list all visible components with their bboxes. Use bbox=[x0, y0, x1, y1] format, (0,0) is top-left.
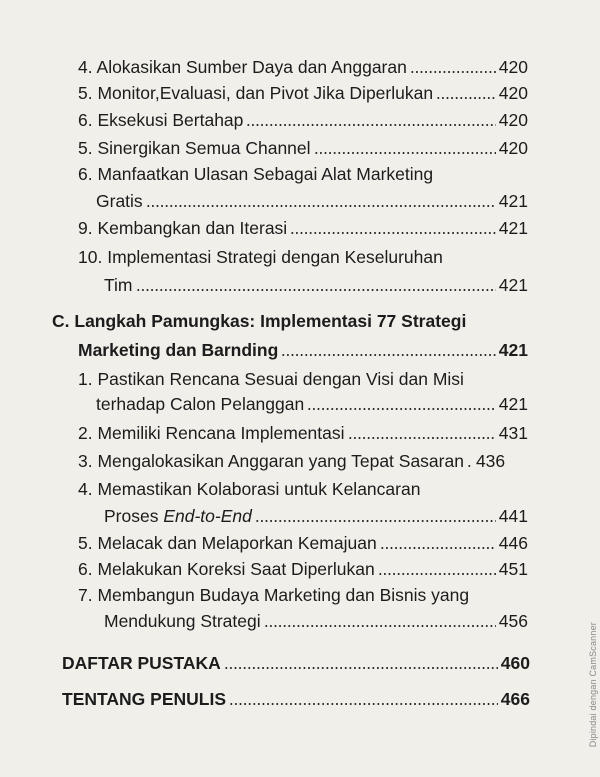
section-heading: C. Langkah Pamungkas: Implementasi 77 Strategi bbox=[52, 311, 467, 331]
toc-item-continuation: terhadap Calon Pelanggan 421 bbox=[96, 394, 528, 414]
page-number: 421 bbox=[498, 218, 528, 238]
toc-item-continuation: Tim 421 bbox=[104, 275, 528, 295]
page-number: 431 bbox=[498, 423, 528, 443]
page-number: 436 bbox=[475, 451, 506, 471]
page-number: 466 bbox=[500, 689, 530, 709]
page-number: 420 bbox=[498, 57, 528, 77]
page-number: 421 bbox=[498, 275, 528, 295]
toc-item: 4. Alokasikan Sumber Daya dan Anggaran 420 bbox=[78, 57, 528, 77]
toc-item-continuation: Mendukung Strategi 456 bbox=[104, 611, 528, 631]
leader-dots bbox=[136, 289, 496, 291]
toc-item: 6. Melakukan Koreksi Saat Diperlukan 451 bbox=[78, 559, 528, 579]
toc-item: 5. Monitor,Evaluasi, dan Pivot Jika Diperlukan 420 bbox=[78, 83, 528, 103]
page-number: 421 bbox=[498, 394, 528, 414]
section-heading-continuation: Marketing dan Barnding 421 bbox=[78, 340, 528, 360]
page-number: 421 bbox=[498, 340, 528, 360]
leader-dots bbox=[146, 205, 496, 207]
toc-item-continuation: Gratis 421 bbox=[96, 191, 528, 211]
toc-item: 5. Sinergikan Semua Channel 420 bbox=[78, 138, 528, 158]
toc-item: 9. Kembangkan dan Iterasi 421 bbox=[78, 218, 528, 238]
leader-dots bbox=[378, 573, 496, 575]
page-number: 441 bbox=[498, 506, 528, 526]
page-number: 456 bbox=[498, 611, 528, 631]
toc-chapter: TENTANG PENULIS 466 bbox=[62, 689, 530, 709]
toc-item-label: 10. Implementasi Strategi dengan Keseluruhan bbox=[78, 247, 443, 267]
leader-dots bbox=[410, 71, 496, 73]
leader-dots bbox=[229, 703, 498, 705]
toc-item: 2. Memiliki Rencana Implementasi 431 bbox=[78, 423, 528, 443]
page-number: 420 bbox=[498, 138, 528, 158]
leader-dots bbox=[467, 465, 473, 467]
page-number: 446 bbox=[498, 533, 528, 553]
toc-item-label: 6. Manfaatkan Ulasan Sebagai Alat Marketing bbox=[78, 164, 434, 184]
leader-dots bbox=[348, 437, 496, 439]
page-number: 420 bbox=[498, 83, 528, 103]
toc-item-label: 4. Memastikan Kolaborasi untuk Kelancaran bbox=[78, 479, 421, 499]
leader-dots bbox=[281, 354, 496, 356]
toc-chapter: DAFTAR PUSTAKA 460 bbox=[62, 653, 530, 673]
page-number: 420 bbox=[498, 110, 528, 130]
scanner-watermark: Dipindai dengan CamScanner bbox=[588, 621, 598, 747]
toc-item-label: 1. Pastikan Rencana Sesuai dengan Visi dan Misi bbox=[78, 369, 464, 389]
leader-dots bbox=[224, 667, 498, 669]
leader-dots bbox=[307, 408, 496, 410]
page-number: 421 bbox=[498, 191, 528, 211]
leader-dots bbox=[290, 232, 496, 234]
toc-item: 6. Eksekusi Bertahap 420 bbox=[78, 110, 528, 130]
leader-dots bbox=[246, 124, 495, 126]
toc-item: 3. Mengalokasikan Anggaran yang Tepat Sasaran 436 bbox=[78, 451, 506, 471]
leader-dots bbox=[436, 97, 496, 99]
toc-item-label: 7. Membangun Budaya Marketing dan Bisnis yang bbox=[78, 585, 470, 605]
toc-item-continuation: Proses End-to-End 441 bbox=[104, 506, 528, 526]
leader-dots bbox=[264, 625, 496, 627]
leader-dots bbox=[255, 520, 496, 522]
page-number: 460 bbox=[500, 653, 530, 673]
toc-item: 5. Melacak dan Melaporkan Kemajuan 446 bbox=[78, 533, 528, 553]
page-number: 451 bbox=[498, 559, 528, 579]
leader-dots bbox=[314, 152, 496, 154]
leader-dots bbox=[380, 547, 496, 549]
